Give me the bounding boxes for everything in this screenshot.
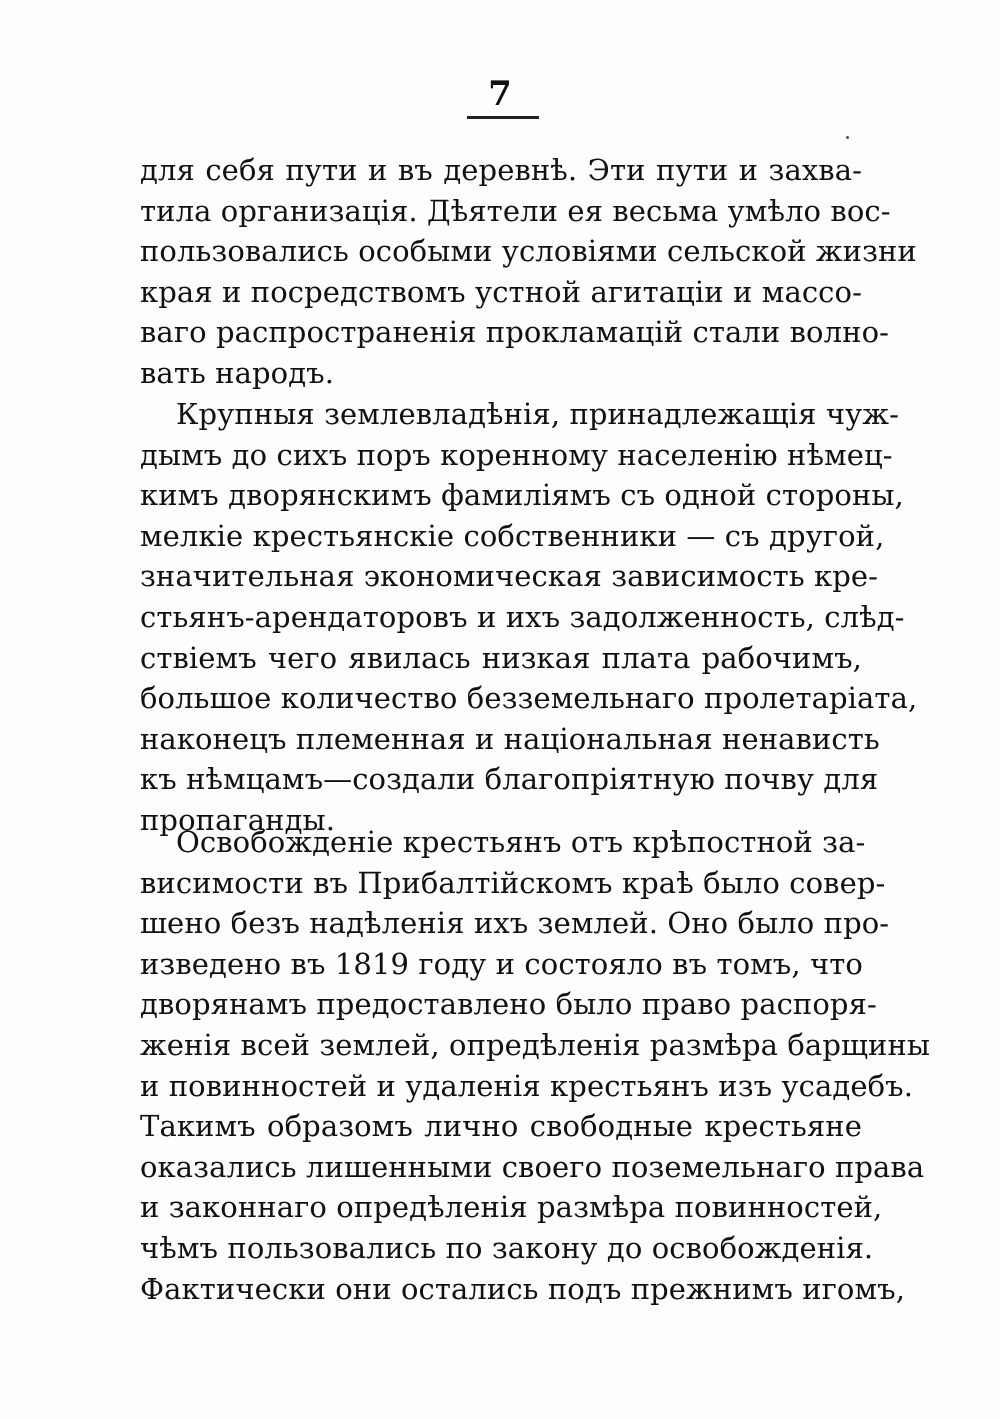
text-line: оказались лишенными своего поземельнаго права bbox=[140, 1149, 925, 1184]
text-line: пользовались особыми условіями сельской жизни bbox=[140, 234, 917, 269]
text-line: ваго распространенія прокламацій стали волно- bbox=[140, 315, 890, 350]
text-line: женія всей землей, опредѣленія размѣра барщины bbox=[140, 1027, 931, 1062]
text-line: края и посредствомъ устной агитаціи и массо- bbox=[140, 274, 862, 309]
paragraph-1 bbox=[140, 150, 917, 394]
text-line: къ нѣмцамъ—создали благопріятную почву для bbox=[140, 762, 879, 797]
text-line: значительная экономическая зависимость кре- bbox=[140, 559, 879, 594]
text-line: висимости въ Прибалтійскомъ краѣ было совер- bbox=[140, 865, 886, 900]
text-line: мелкіе крестьянскіе собственники — съ другой, bbox=[140, 518, 885, 553]
text-line: для себя пути и въ деревнѣ. Эти пути и захва- bbox=[140, 153, 862, 187]
text-line: и повинностей и удаленія крестьянъ изъ усадебъ. bbox=[140, 1068, 914, 1103]
text-line: Фактически они остались подъ прежнимъ игомъ, bbox=[140, 1271, 906, 1306]
text-line: Крупныя землевладѣнія, принадлежащія чуж- bbox=[176, 397, 899, 431]
text-line: шено безъ надѣленія ихъ землей. Оно было про- bbox=[140, 906, 890, 941]
text-line: вать народъ. bbox=[140, 355, 335, 390]
text-line: чѣмъ пользовались по закону до освобожденія. bbox=[140, 1230, 874, 1265]
paragraph-2 bbox=[140, 394, 918, 841]
text-line: стьянъ-арендаторовъ и ихъ задолженность, слѣд- bbox=[140, 599, 905, 634]
text-line: большое количество безземельнаго пролетаріата, bbox=[140, 681, 918, 716]
text-line: пропаганды. bbox=[140, 802, 336, 837]
text-line: наконецъ племенная и національная ненависть bbox=[140, 721, 880, 756]
text-line: кимъ дворянскимъ фамиліямъ съ одной стороны, bbox=[140, 478, 904, 513]
text-line: дворянамъ предоставлено было право распоря- bbox=[140, 987, 877, 1022]
page-number-rule bbox=[467, 116, 539, 119]
print-speck bbox=[846, 136, 849, 139]
text-line: Освобожденіе крестьянъ отъ крѣпостной за- bbox=[176, 825, 866, 859]
text-line: и законнаго опредѣленія размѣра повинностей, bbox=[140, 1190, 883, 1225]
paragraph-3 bbox=[140, 822, 931, 1309]
text-line: Такимъ образомъ лично свободные крестьяне bbox=[140, 1109, 862, 1144]
text-line: дымъ до сихъ поръ коренному населенію нѣмец- bbox=[140, 437, 893, 472]
page-number: 7 bbox=[488, 74, 512, 114]
text-line: ствіемъ чего явилась низкая плата рабочимъ, bbox=[140, 640, 862, 675]
text-line: тила организація. Дѣятели ея весьма умѣло вос- bbox=[140, 193, 891, 228]
text-line: изведено въ 1819 году и состояло въ томъ, что bbox=[140, 946, 863, 981]
